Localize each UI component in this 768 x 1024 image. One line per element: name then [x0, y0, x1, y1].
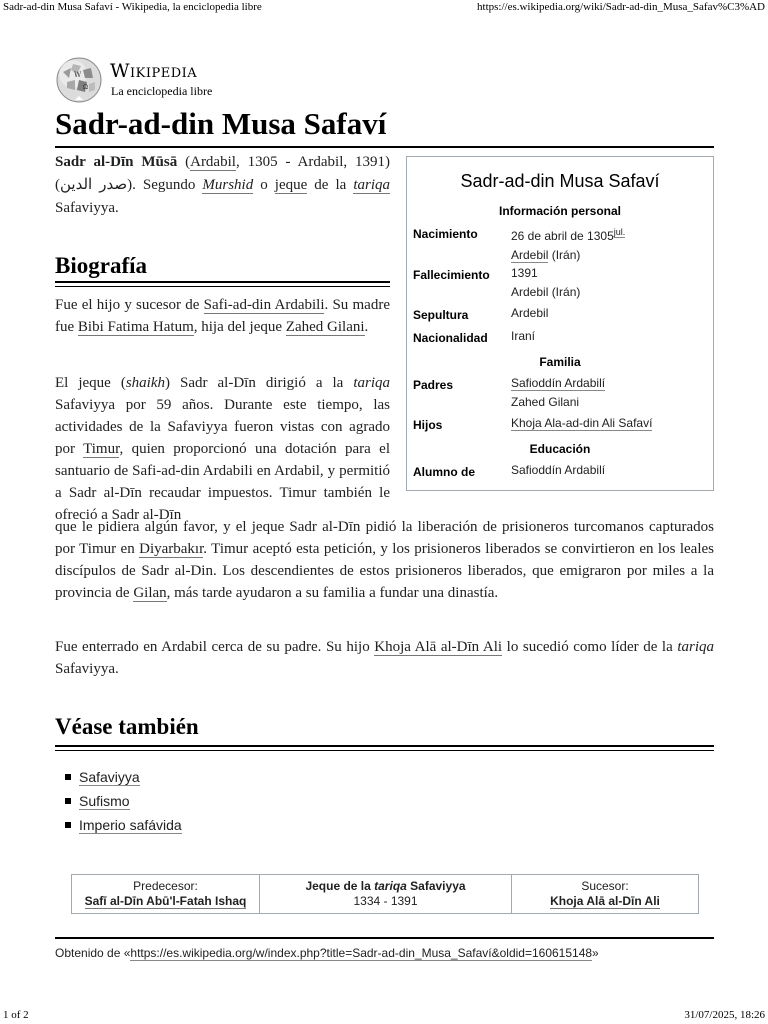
- bio-text: lo sucedió como líder de la: [502, 639, 678, 655]
- infobox-title: Sadr-ad-din Musa Safaví: [460, 171, 660, 191]
- successor-label: Sucesor:: [581, 879, 629, 893]
- bio-text: Fue enterrado en Ardabil cerca de su padre. Su hijo: [55, 639, 375, 655]
- bio-paragraph-1: [55, 294, 390, 338]
- page-title: Sadr-ad-din Musa Safaví: [55, 106, 387, 141]
- bio-text: Safaviyya por 59 años. Durante este tiempo, las actividades de la Safaviyya fueron vistas con agrado por: [55, 397, 390, 457]
- title-part: Jeque de la: [305, 879, 375, 893]
- wikipedia-wordmark: Wikipedia: [110, 60, 198, 82]
- see-also-list: [65, 765, 182, 837]
- infobox-section-familia: Familia: [539, 355, 581, 369]
- svg-text:Ω: Ω: [83, 84, 88, 91]
- footer-rule: [55, 937, 714, 939]
- succession-box: [71, 874, 699, 914]
- infobox-section-personal: Información personal: [498, 204, 622, 218]
- murshid-link[interactable]: [202, 177, 253, 194]
- infobox-value-sepultura: Ardebil: [511, 306, 549, 320]
- bio-text: , más tarde ayudaron a su familia a fundar una dinastía.: [166, 585, 499, 601]
- safi-link[interactable]: Safi-ad-din Ardabili: [203, 297, 325, 313]
- father-link[interactable]: Safioddín Ardabilí: [511, 376, 606, 390]
- intro-text: Safaviyya.: [55, 200, 119, 216]
- infobox-value-nacionalidad: Iraní: [511, 329, 536, 343]
- predecessor-label: Predecesor:: [133, 879, 198, 893]
- bio-paragraph-2-cont: [55, 516, 714, 604]
- bio-text: . Timur aceptó esta petición, y los prisioneros liberados se convirtieron en los leales discípulos de Sadr al-Din. Los descendientes de estos prisioneros liberados, que emigraron por miles a la provincia de: [55, 541, 714, 601]
- retrieved-suffix: »: [592, 946, 599, 960]
- son-link[interactable]: Khoja Ala-ad-din Ali Safaví: [511, 416, 653, 430]
- print-footer: [0, 1006, 768, 1024]
- bio-paragraph-2: [55, 372, 390, 526]
- infobox-label-sepultura: Sepultura: [413, 308, 469, 322]
- intro-text: de la: [307, 177, 354, 193]
- tariqa-text: tariqa: [353, 177, 391, 193]
- heading-biografia-rule2: [55, 286, 390, 287]
- succession-years: 1334 - 1391: [353, 894, 418, 908]
- see-also-link-safaviyya[interactable]: Safaviyya: [79, 769, 140, 785]
- subject-name: Sadr al-Dīn Mūsā: [55, 154, 178, 170]
- julian-calendar-link[interactable]: jul.: [613, 227, 626, 237]
- infobox-label-padres: Padres: [413, 378, 454, 392]
- wikipedia-globe-icon: [55, 56, 103, 104]
- tariqa-term: tariqa: [677, 639, 714, 655]
- birth-city-link[interactable]: Ardebil: [511, 248, 549, 262]
- see-also-item: [65, 789, 182, 813]
- see-also-item: [65, 813, 182, 837]
- see-also-link-sufismo[interactable]: Sufismo: [79, 793, 130, 809]
- infobox-label-fallecimiento: Fallecimiento: [413, 268, 490, 282]
- gilan-link[interactable]: Gilan: [133, 585, 167, 601]
- title-underline: [55, 146, 714, 148]
- intro-text: (: [177, 154, 191, 170]
- infobox-value-padres: [511, 374, 605, 412]
- bio-text: El jeque (: [55, 375, 126, 391]
- birth-date: 26 de abril de 1305: [511, 229, 614, 243]
- infobox-label-nacimiento: Nacimiento: [413, 227, 478, 241]
- succession-title-text: [305, 879, 465, 893]
- infobox-label-hijos: Hijos: [413, 418, 443, 432]
- infobox-label-alumno: Alumno de: [413, 465, 475, 479]
- zahed-gilani-link[interactable]: Zahed Gilani: [285, 319, 365, 335]
- svg-text:W: W: [74, 71, 82, 79]
- ardabil-link[interactable]: Ardabil: [190, 154, 236, 170]
- infobox-value-alumno: Safioddín Ardabilí: [511, 463, 606, 477]
- bio-text: que le pidiera algún favor, y el jeque Sadr al-Dīn pidió la liberación de prisioneros turcomanos capturados por Timur en: [55, 519, 714, 557]
- bibi-fatima-link[interactable]: Bibi Fatima Hatum: [77, 319, 194, 335]
- infobox: [406, 156, 714, 491]
- bio-text: .: [364, 319, 369, 335]
- heading-biografia: Biografía: [55, 253, 147, 278]
- timur-link[interactable]: Timur: [83, 441, 120, 457]
- see-also-link-imperio[interactable]: Imperio safávida: [79, 817, 182, 833]
- print-header: [0, 0, 768, 16]
- khoja-link[interactable]: Khoja Alā al-Dīn Ali: [374, 639, 503, 655]
- bio-paragraph-3: [55, 636, 714, 680]
- death-place: Ardebil (Irán): [511, 285, 581, 299]
- intro-text: o: [253, 177, 275, 193]
- diyarbakir-link[interactable]: Diyarbakır: [139, 541, 204, 557]
- tariqa-term: tariqa: [353, 375, 391, 391]
- print-page-number: 1 of 2: [3, 1009, 29, 1021]
- succession-predecessor: [72, 875, 260, 913]
- death-year: 1391: [511, 266, 538, 280]
- infobox-value-nacimiento: [511, 223, 625, 265]
- infobox-section-educacion: Educación: [529, 442, 591, 456]
- print-page-url: https://es.wikipedia.org/wiki/Sadr-ad-din_Musa_Safav%C3%AD: [477, 1, 765, 13]
- bio-text: , quien proporcionó una dotación para el santuario de Safi-ad-din Ardabili en Ardabil, y permitió a Sadr al-Dīn recaudar impuestos. Timur también le ofreció a Sadr al-Dīn: [55, 441, 390, 523]
- wikipedia-tagline: La enciclopedia libre: [111, 84, 213, 98]
- birth-country: (Irán): [551, 248, 581, 262]
- infobox-label-nacionalidad: Nacionalidad: [413, 331, 488, 345]
- tariqa-link[interactable]: [353, 177, 390, 194]
- murshid-text: Murshid: [202, 177, 254, 193]
- see-also-item: [65, 765, 182, 789]
- bio-text: . Su madre fue: [55, 297, 390, 335]
- succession-title: [260, 875, 512, 913]
- permanent-url-link[interactable]: https://es.wikipedia.org/w/index.php?title=Sadr-ad-din_Musa_Safaví&oldid=160615148: [130, 946, 593, 960]
- infobox-value-fallecimiento: [511, 264, 580, 302]
- wikipedia-logo[interactable]: [55, 56, 255, 104]
- retrieved-from: [55, 946, 599, 960]
- infobox-value-hijos: [511, 414, 652, 433]
- intro-text: , 1305 - Ardabil, 1391) (صدر الدين). Segundo: [55, 154, 391, 193]
- retrieved-prefix: Obtenido de «: [55, 946, 131, 960]
- title-part: Safaviyya: [406, 879, 466, 893]
- heading-vease-rule: [55, 745, 714, 747]
- successor-link[interactable]: Khoja Alā al-Dīn Ali: [550, 894, 660, 908]
- heading-vease-tambien: Véase también: [55, 714, 199, 739]
- bio-text: ) Sadr al-Dīn dirigió a la: [165, 375, 354, 391]
- print-page-title: Sadr-ad-din Musa Safaví - Wikipedia, la enciclopedia libre: [3, 1, 262, 13]
- title-part-italic: tariqa: [374, 879, 407, 893]
- shaikh-term: shaikh: [125, 375, 165, 391]
- heading-vease-rule2: [55, 750, 714, 751]
- print-date: 31/07/2025, 18:26: [684, 1009, 765, 1021]
- grandfather-name: Zahed Gilani: [511, 395, 580, 409]
- bio-text: , hija del jeque: [193, 319, 286, 335]
- bio-text: Fue el hijo y sucesor de: [55, 297, 204, 313]
- succession-successor: [512, 875, 698, 913]
- bio-text: Safaviyya.: [55, 661, 119, 677]
- intro-paragraph: [55, 151, 390, 220]
- jeque-link[interactable]: jeque: [274, 177, 308, 193]
- predecessor-link[interactable]: Safī al-Dīn Abū'l-Fatah Ishaq: [84, 894, 247, 908]
- heading-biografia-rule: [55, 281, 390, 283]
